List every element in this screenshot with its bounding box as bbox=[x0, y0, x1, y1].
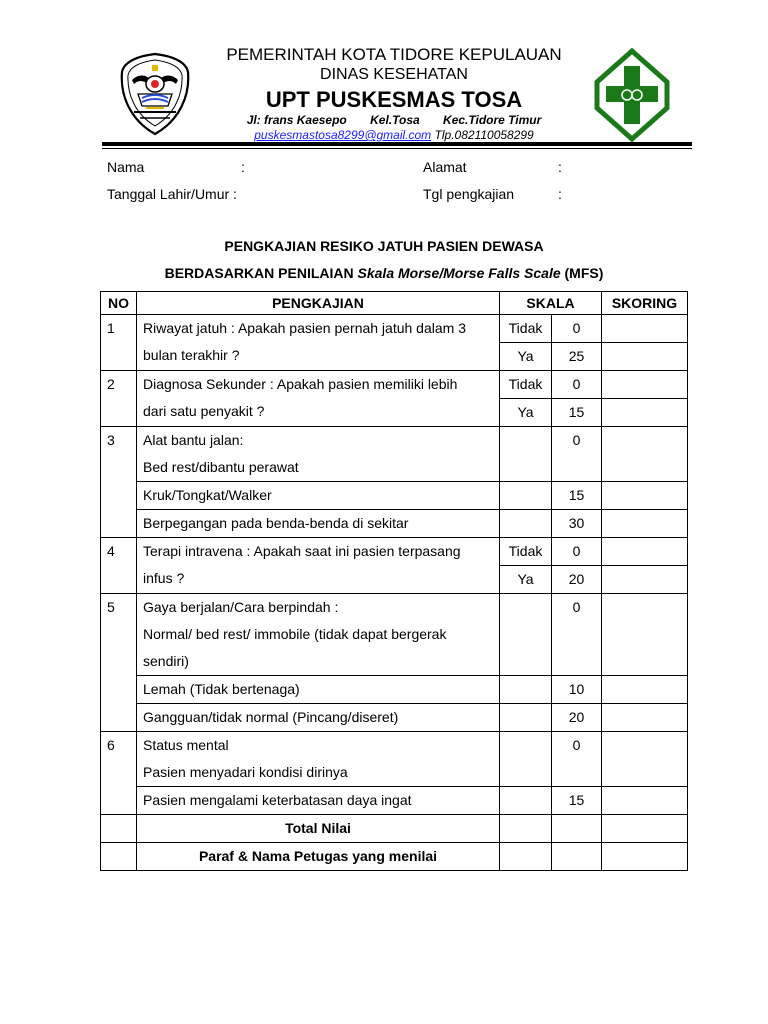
scale-value: 0 bbox=[552, 427, 602, 482]
signature-label: Paraf & Nama Petugas yang menilai bbox=[137, 843, 500, 871]
form-title: PENGKAJIAN RESIKO JATUH PASIEN DEWASA bbox=[224, 238, 544, 254]
answer-option: Ya bbox=[500, 399, 552, 427]
scale-value: 15 bbox=[552, 399, 602, 427]
scale-value bbox=[552, 843, 602, 871]
row-option: Lemah (Tidak bertenaga) bbox=[137, 676, 500, 704]
question-line: bulan terakhir ? bbox=[143, 347, 240, 363]
signature-row bbox=[101, 843, 688, 871]
score-cell[interactable] bbox=[602, 343, 688, 371]
row-no bbox=[101, 843, 137, 871]
score-cell[interactable] bbox=[602, 566, 688, 594]
row-no: 1 bbox=[101, 315, 137, 371]
score-cell[interactable] bbox=[602, 510, 688, 538]
scale-value: 0 bbox=[552, 594, 602, 676]
scale-value: 0 bbox=[552, 732, 602, 787]
answer-option bbox=[500, 676, 552, 704]
answer-option bbox=[500, 427, 552, 482]
field-nama-colon: : bbox=[241, 159, 245, 175]
address-kecamatan: Kec.Tidore Timur bbox=[443, 113, 542, 127]
header-rule-thick bbox=[102, 142, 692, 146]
table-row bbox=[101, 732, 688, 787]
address-kelurahan: Kel.Tosa bbox=[370, 113, 420, 127]
row-no: 3 bbox=[101, 427, 137, 538]
score-cell[interactable] bbox=[602, 594, 688, 676]
address-street: Jl: frans Kaesepo bbox=[246, 113, 347, 127]
table-row bbox=[101, 594, 688, 676]
row-option: Berpegangan pada benda-benda di sekitar bbox=[137, 510, 500, 538]
score-cell[interactable] bbox=[602, 732, 688, 787]
total-score-cell[interactable] bbox=[602, 815, 688, 843]
scale-value: 15 bbox=[552, 482, 602, 510]
score-cell[interactable] bbox=[602, 315, 688, 343]
total-label: Total Nilai bbox=[137, 815, 500, 843]
form-subtitle bbox=[0, 265, 768, 281]
header-no: NO bbox=[101, 292, 137, 315]
email-link[interactable]: puskesmastosa8299@gmail.com bbox=[254, 128, 432, 142]
field-tgl-colon: : bbox=[558, 186, 562, 202]
score-cell[interactable] bbox=[602, 676, 688, 704]
subtitle-prefix: BERDASARKAN PENILAIAN bbox=[164, 265, 358, 281]
answer-option bbox=[500, 704, 552, 732]
scale-value: 20 bbox=[552, 704, 602, 732]
score-cell[interactable] bbox=[602, 538, 688, 566]
total-row bbox=[101, 815, 688, 843]
row-question bbox=[137, 315, 500, 371]
answer-option bbox=[500, 787, 552, 815]
table-row bbox=[101, 371, 688, 399]
table-row bbox=[101, 315, 688, 343]
row-question bbox=[137, 371, 500, 427]
header-address bbox=[195, 113, 593, 127]
row-option: Kruk/Tongkat/Walker bbox=[137, 482, 500, 510]
field-tgl-label: Tgl pengkajian bbox=[423, 186, 515, 202]
header-contact bbox=[195, 128, 593, 142]
signature-cell[interactable] bbox=[602, 843, 688, 871]
scale-value: 0 bbox=[552, 315, 602, 343]
municipal-emblem-icon bbox=[118, 50, 192, 138]
field-alamat-label: Alamat bbox=[423, 159, 467, 175]
answer-option: Ya bbox=[500, 566, 552, 594]
question-line: infus ? bbox=[143, 570, 185, 586]
scale-value: 25 bbox=[552, 343, 602, 371]
question-line: Riwayat jatuh : Apakah pasien pernah jatuh dalam 3 bbox=[143, 320, 466, 336]
answer-option bbox=[500, 482, 552, 510]
row-question bbox=[137, 538, 500, 594]
row-question bbox=[137, 594, 500, 676]
answer-option bbox=[500, 815, 552, 843]
answer-option: Tidak bbox=[500, 315, 552, 343]
answer-option bbox=[500, 843, 552, 871]
table-row bbox=[101, 676, 688, 704]
row-no bbox=[101, 815, 137, 843]
question-line: sendiri) bbox=[143, 653, 189, 669]
header-department: DINAS KESEHATAN bbox=[320, 66, 468, 83]
header-skala: SKALA bbox=[500, 292, 602, 315]
subtitle-scale: Skala Morse/Morse Falls Scale bbox=[357, 265, 561, 281]
row-option: Gangguan/tidak normal (Pincang/diseret) bbox=[137, 704, 500, 732]
table-header-row bbox=[101, 292, 688, 315]
table-row bbox=[101, 787, 688, 815]
field-nama-label: Nama bbox=[107, 159, 145, 175]
question-line: Diagnosa Sekunder : Apakah pasien memiliki lebih bbox=[143, 376, 458, 392]
puskesmas-cross-logo-icon bbox=[594, 48, 670, 142]
score-cell[interactable] bbox=[602, 399, 688, 427]
morse-fall-scale-table bbox=[100, 291, 688, 871]
row-no: 2 bbox=[101, 371, 137, 427]
table-row bbox=[101, 510, 688, 538]
header-rule-thin bbox=[102, 148, 692, 149]
answer-option bbox=[500, 732, 552, 787]
score-cell[interactable] bbox=[602, 427, 688, 482]
table-row bbox=[101, 704, 688, 732]
question-line: Terapi intravena : Apakah saat ini pasien terpasang bbox=[143, 543, 461, 559]
row-option: Pasien mengalami keterbatasan daya ingat bbox=[137, 787, 500, 815]
header-organization: UPT PUSKESMAS TOSA bbox=[265, 87, 523, 112]
question-line: Alat bantu jalan: bbox=[143, 432, 244, 448]
phone-number: Tlp.082110058299 bbox=[434, 128, 534, 142]
question-line: Gaya berjalan/Cara berpindah : bbox=[143, 599, 339, 615]
question-line: Pasien menyadari kondisi dirinya bbox=[143, 764, 348, 780]
table-row bbox=[101, 538, 688, 566]
field-ttl-label: Tanggal Lahir/Umur : bbox=[107, 186, 237, 202]
row-no: 6 bbox=[101, 732, 137, 815]
scale-value: 10 bbox=[552, 676, 602, 704]
row-question bbox=[137, 427, 500, 482]
scale-value: 15 bbox=[552, 787, 602, 815]
scale-value bbox=[552, 815, 602, 843]
score-cell[interactable] bbox=[602, 482, 688, 510]
row-no: 4 bbox=[101, 538, 137, 594]
scale-value: 30 bbox=[552, 510, 602, 538]
table-row bbox=[101, 427, 688, 482]
scale-value: 0 bbox=[552, 538, 602, 566]
table-row bbox=[101, 482, 688, 510]
answer-option bbox=[500, 594, 552, 676]
score-cell[interactable] bbox=[602, 371, 688, 399]
question-line: Normal/ bed rest/ immobile (tidak dapat bergerak bbox=[143, 626, 447, 642]
answer-option: Tidak bbox=[500, 371, 552, 399]
field-alamat-colon: : bbox=[558, 159, 562, 175]
header-skoring: SKORING bbox=[602, 292, 688, 315]
scale-value: 0 bbox=[552, 371, 602, 399]
score-cell[interactable] bbox=[602, 787, 688, 815]
question-line: Status mental bbox=[143, 737, 229, 753]
question-line: dari satu penyakit ? bbox=[143, 403, 265, 419]
answer-option bbox=[500, 510, 552, 538]
header-pengkajian: PENGKAJIAN bbox=[137, 292, 500, 315]
answer-option: Ya bbox=[500, 343, 552, 371]
score-cell[interactable] bbox=[602, 704, 688, 732]
answer-option: Tidak bbox=[500, 538, 552, 566]
row-question bbox=[137, 732, 500, 787]
scale-value: 20 bbox=[552, 566, 602, 594]
row-no: 5 bbox=[101, 594, 137, 732]
subtitle-suffix: (MFS) bbox=[560, 265, 604, 281]
question-line: Bed rest/dibantu perawat bbox=[143, 459, 299, 475]
header-government: PEMERINTAH KOTA TIDORE KEPULAUAN bbox=[226, 45, 562, 64]
